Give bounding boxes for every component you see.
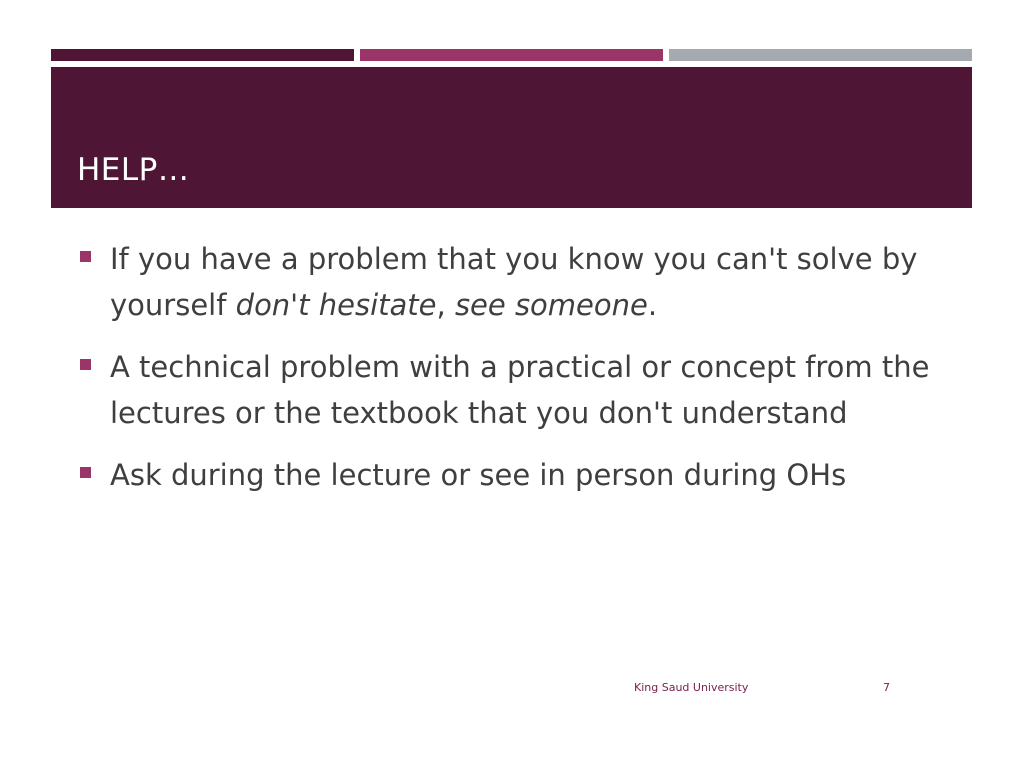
bullet-1-italic-dont-hesitate: don't hesitate xyxy=(235,288,437,322)
bullet-item-3 xyxy=(76,452,976,498)
bullet-1-separator: , xyxy=(436,288,455,322)
square-bullet-icon xyxy=(80,251,91,262)
square-bullet-icon xyxy=(80,359,91,370)
bullet-item-1 xyxy=(76,236,976,328)
square-bullet-icon xyxy=(80,467,91,478)
bullet-3-text: Ask during the lecture or see in person during OHs xyxy=(110,458,847,492)
bullet-1-italic-see-someone: see someone xyxy=(454,288,648,322)
footer-institution: King Saud University xyxy=(634,681,749,694)
bullet-1-text-start: If you have a problem that you know you can't solve by yourself xyxy=(110,242,918,322)
page-number: 7 xyxy=(883,681,890,694)
bullet-2-text: A technical problem with a practical or concept from the lectures or the textbook that you don't understand xyxy=(110,350,930,430)
accent-bar-dark xyxy=(51,49,354,61)
bullet-item-2 xyxy=(76,344,976,436)
title-band xyxy=(51,67,972,208)
accent-bar-magenta xyxy=(360,49,663,61)
accent-bar-gray xyxy=(669,49,972,61)
slide-title: HELP… xyxy=(77,152,190,188)
bullet-1-period: . xyxy=(647,288,658,322)
bullet-list xyxy=(76,236,976,514)
